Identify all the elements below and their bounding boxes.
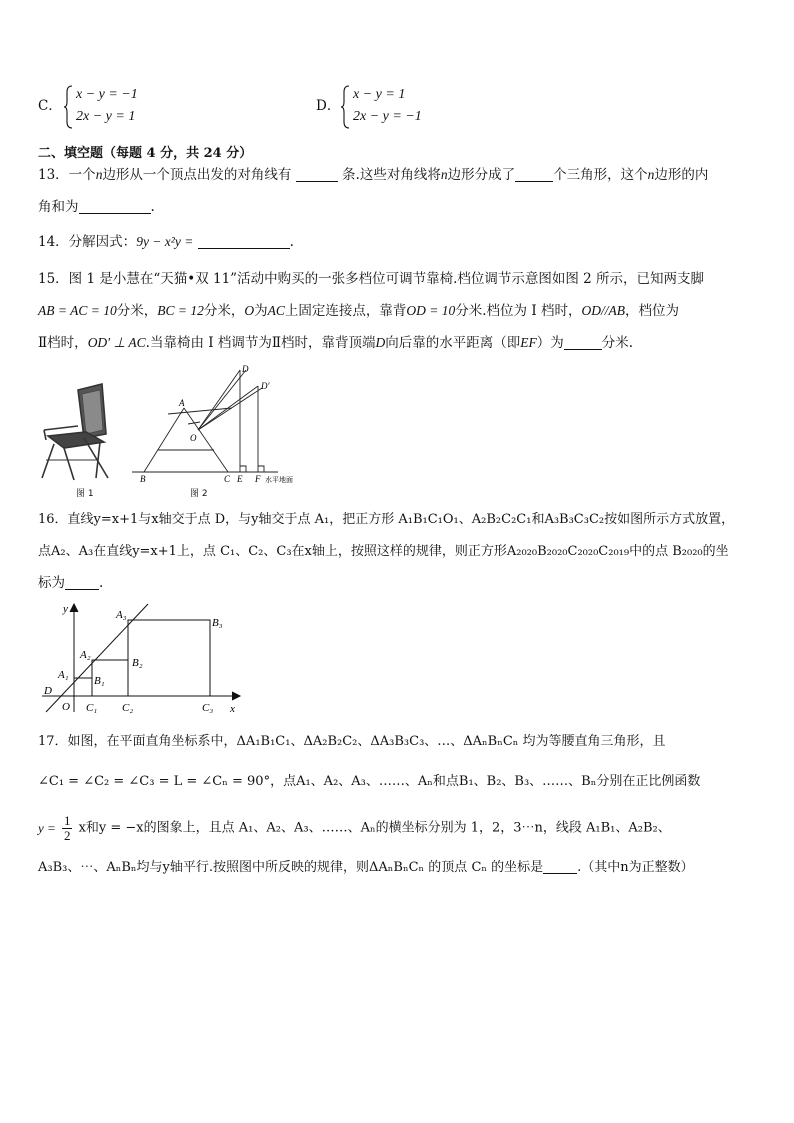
q15-line3: Ⅱ档时，OD′ ⊥ AC.当靠椅由 Ⅰ 档调节为Ⅱ档时，靠背顶端D向后靠的水平距离（即EF）为 分米. — [38, 335, 634, 351]
q16-c3-label: C₃ — [202, 702, 214, 714]
q13-line2: 角和为 . — [38, 199, 155, 215]
option-d-label: D． — [316, 98, 341, 114]
q17-blank[interactable] — [543, 859, 577, 874]
option-d-eq2: 2x − y = −1 — [353, 109, 422, 124]
q16-b1-label: B₁ — [94, 675, 105, 687]
fig2-label-dprime: D′ — [261, 381, 270, 391]
option-c-system — [64, 84, 184, 132]
q16-a3-label: A₃ — [116, 609, 127, 621]
q16-b2-label: B₂ — [132, 657, 143, 669]
fig2-label-b: B — [140, 474, 146, 484]
q17-line2: ∠C₁ = ∠C₂ = ∠C₃ = L = ∠Cₙ = 90°，点A₁、A₂、A₃、……、Aₙ和点B₁、B₂、B₃、……、Bₙ分别在正比例函数 — [38, 774, 701, 789]
option-d-eq1: x − y = 1 — [353, 87, 406, 102]
q16-origin-label: O — [62, 701, 70, 713]
q16-c2-label: C₂ — [122, 702, 134, 714]
q17-line4: A₃B₃、⋯、AₙBₙ均与y轴平行.按照图中所反映的规律，则ΔAₙBₙCₙ 的顶点 Cₙ 的坐标是 .（其中n为正整数） — [38, 860, 694, 875]
option-c-eq2: 2x − y = 1 — [76, 109, 136, 124]
q16-line2: 点A₂、A₃在直线y=x+1上，点 C₁、C₂、C₃在x轴上，按照这样的规律，则正方形A₂₀₂₀B₂₀₂₀C₂₀₂₀C₂₀₁₉中的点 B₂₀₂₀的坐 — [38, 544, 729, 559]
option-d-system — [341, 84, 461, 132]
q14-blank[interactable] — [198, 234, 290, 249]
q16-y-axis-label: y — [63, 603, 68, 615]
q16-line1: 16．直线y=x+1与x轴交于点 D，与y轴交于点 A₁，把正方形 A₁B₁C₁O₁、A₂B₂C₂C₁和A₃B₃C₃C₂按如图所示方式放置， — [38, 512, 735, 527]
fig2-label-o: O — [190, 433, 197, 443]
option-c-label: C． — [38, 98, 62, 114]
q17-line3: y = $\frac{1}{2}$ x和y = −x的图象上，且点 A₁、A₂、A₃、……、Aₙ的横坐标分别为 1，2，3⋯n，线段 A₁B₁、A₂B₂、 — [38, 813, 671, 843]
fig2-label-f: F — [255, 474, 261, 484]
q16-a2-label: A₂ — [80, 649, 91, 661]
q13-blank1[interactable] — [296, 167, 338, 182]
q15-blank[interactable] — [564, 335, 602, 350]
fig2-label-d: D — [242, 364, 249, 374]
q17-line1: 17．如图，在平面直角坐标系中，ΔA₁B₁C₁、ΔA₂B₂C₂、ΔA₃B₃C₃、…、ΔAₙBₙCₙ 均为等腰直角三角形，且 — [38, 734, 666, 749]
q16-c1-label: C₁ — [86, 702, 98, 714]
q16-a1-label: A₁ — [58, 669, 69, 681]
fig2-label-a: A — [179, 398, 185, 408]
fig2-label-e: E — [237, 474, 243, 484]
fig2-label-c: C — [224, 474, 231, 484]
q16-blank[interactable] — [65, 575, 99, 590]
chair-diagram — [128, 362, 306, 486]
option-c-eq1: x − y = −1 — [76, 87, 138, 102]
chair-illustration — [34, 380, 114, 484]
fig1-caption: 图 1 — [76, 489, 94, 499]
q14-line: 14．分解因式：9y − x²y = . — [38, 234, 294, 250]
squares-diagram — [38, 600, 248, 718]
fig2-caption: 图 2 — [190, 489, 208, 499]
q16-x-axis-label: x — [230, 703, 235, 715]
q15-line1: 15．图 1 是小慧在“天猫•双 11”活动中购买的一张多档位可调节靠椅.档位调节示意图如图 2 所示，已知两支脚 — [38, 271, 705, 287]
section-heading: 二、填空题（每题 4 分，共 24 分） — [38, 146, 253, 161]
q16-d-label: D — [44, 685, 52, 697]
q17-fraction: $\frac{1}{2}$ — [63, 813, 71, 843]
q13-blank3[interactable] — [79, 199, 151, 214]
q13-line1: 13．一个n边形从一个顶点出发的对角线有 条.这些对角线将n边形分成了 个三角形，这个n边形的内 — [38, 167, 709, 183]
q16-line3: 标为 . — [38, 575, 104, 591]
q15-line2: AB = AC = 10分米，BC = 12分米，O为AC上固定连接点，靠背OD = 10分米.档位为 Ⅰ 档时，OD//AB，档位为 — [38, 303, 679, 319]
brace-icon — [341, 84, 351, 130]
fig2-ground-label: 水平地面 — [265, 476, 293, 484]
brace-icon — [64, 84, 74, 130]
q13-blank2[interactable] — [515, 167, 553, 182]
q16-b3-label: B₃ — [212, 617, 223, 629]
